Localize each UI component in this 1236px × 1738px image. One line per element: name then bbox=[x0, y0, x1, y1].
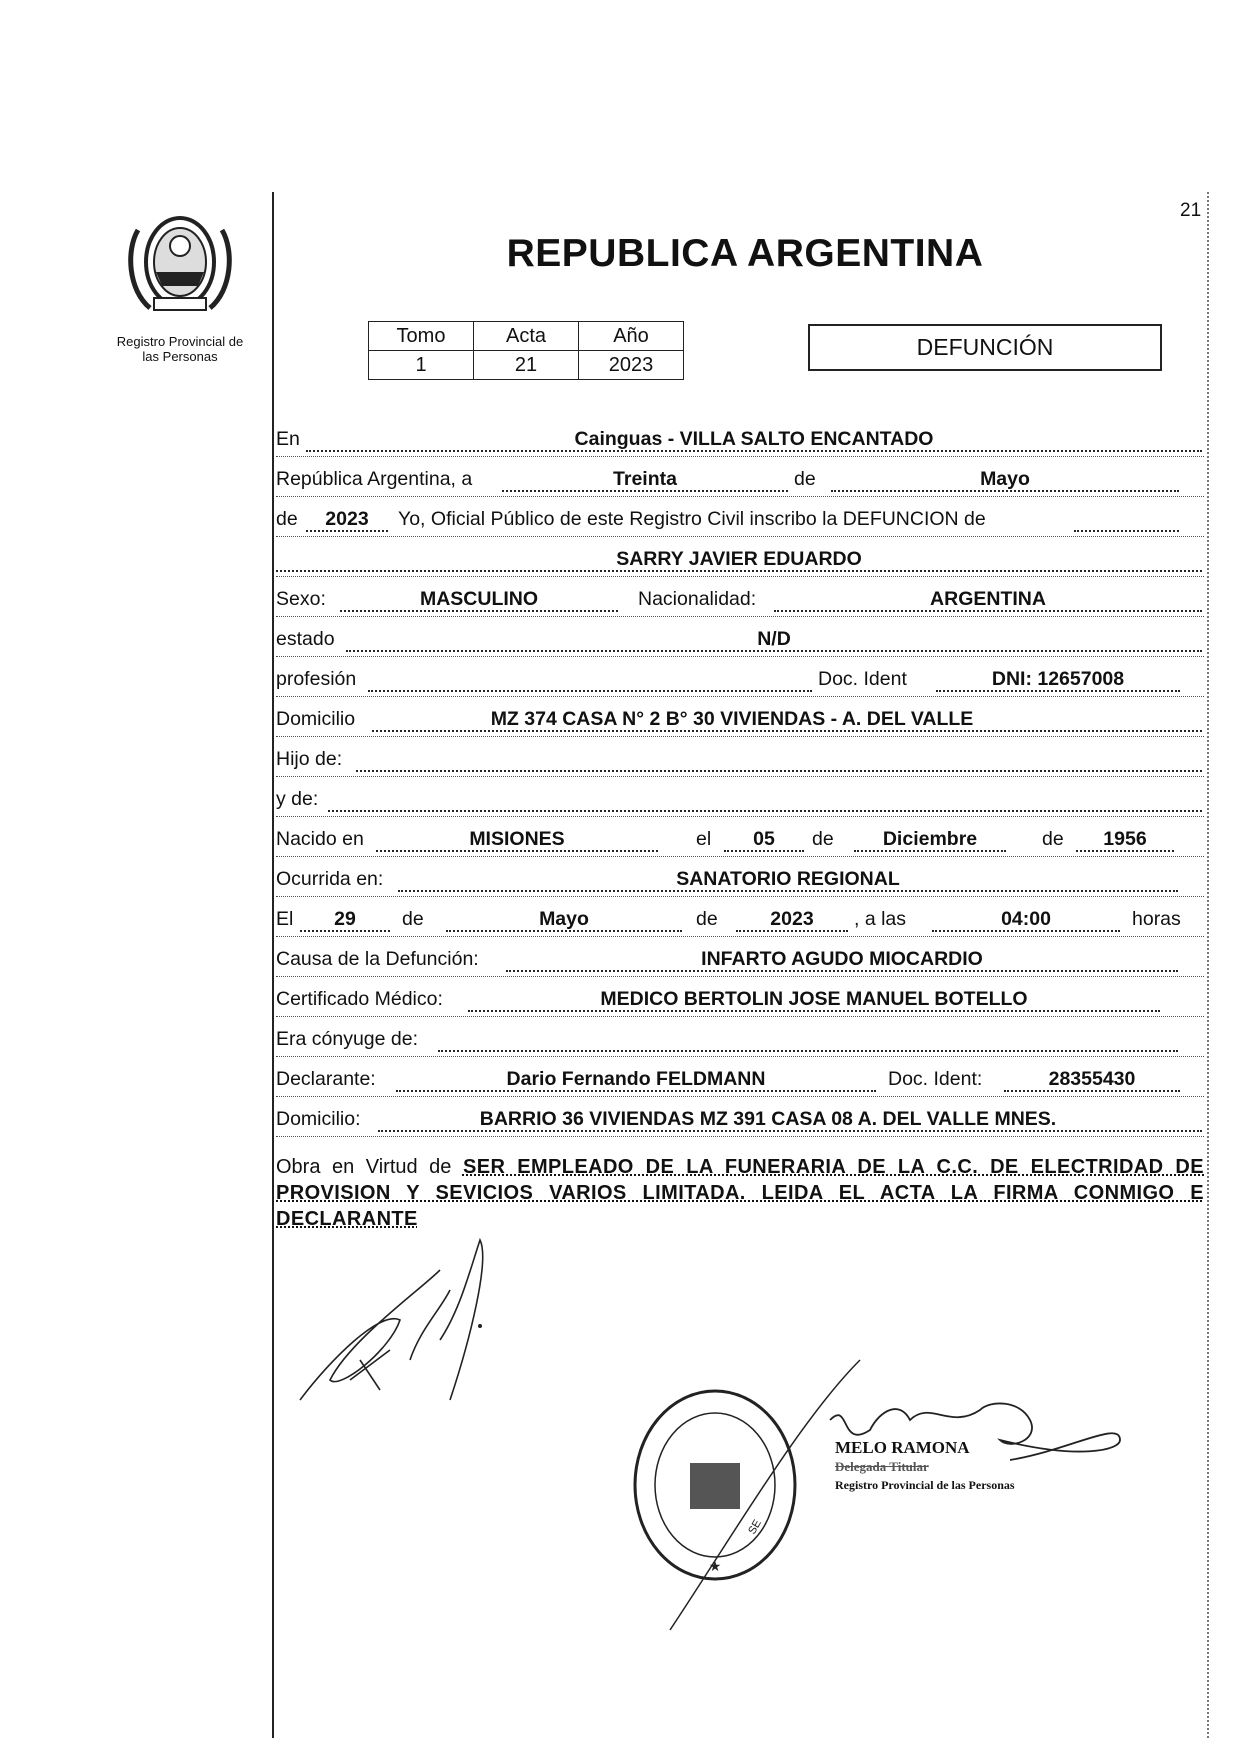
anio-header: Año bbox=[579, 322, 684, 351]
birth-day: 05 bbox=[753, 828, 775, 850]
birth-month: Diciembre bbox=[882, 828, 978, 850]
domicilio-2-label: Domicilio: bbox=[276, 1108, 361, 1130]
doc-ident-2-value: 28355430 bbox=[1048, 1068, 1136, 1090]
row-estado bbox=[276, 616, 1204, 657]
obra-paragraph bbox=[276, 1154, 1204, 1232]
svg-text:★: ★ bbox=[708, 1558, 722, 1574]
registry-table bbox=[368, 321, 684, 380]
death-time: 04:00 bbox=[1001, 908, 1051, 930]
conyuge-dots bbox=[438, 1016, 1178, 1052]
row-conyuge bbox=[276, 1016, 1204, 1057]
row-name bbox=[276, 536, 1204, 577]
de-label-6: de bbox=[696, 908, 718, 930]
year-value: 2023 bbox=[325, 508, 369, 530]
official-stamp-text bbox=[835, 1438, 1075, 1495]
month-value: Mayo bbox=[980, 468, 1030, 490]
record-type-box: DEFUNCIÓN bbox=[808, 324, 1162, 371]
sexo-value: MASCULINO bbox=[419, 588, 539, 610]
nacionalidad-value: ARGENTINA bbox=[930, 588, 1046, 610]
y-de-label: y de: bbox=[276, 788, 319, 810]
row-y-de bbox=[276, 776, 1204, 817]
declarante-label: Declarante: bbox=[276, 1068, 376, 1090]
tomo-header: Tomo bbox=[369, 322, 474, 351]
de-label-4: de bbox=[1042, 828, 1064, 850]
organization-name: Registro Provincial de las Personas bbox=[116, 334, 244, 364]
certificado-value: MEDICO BERTOLIN JOSE MANUEL BOTELLO bbox=[600, 988, 1028, 1010]
birth-year: 1956 bbox=[1103, 828, 1147, 850]
document-title: REPUBLICA ARGENTINA bbox=[506, 232, 984, 275]
acta-value: 21 bbox=[474, 351, 579, 380]
row-profesion bbox=[276, 656, 1204, 697]
row-republica bbox=[276, 456, 1204, 497]
row-certificado bbox=[276, 976, 1204, 1017]
row-causa bbox=[276, 936, 1204, 977]
conyuge-label: Era cónyuge de: bbox=[276, 1028, 419, 1050]
row-nacido bbox=[276, 816, 1204, 857]
certificado-label: Certificado Médico: bbox=[276, 988, 443, 1010]
profesion-label: profesión bbox=[276, 668, 357, 690]
day-words-value: Treinta bbox=[613, 468, 677, 490]
domicilio-2-value: BARRIO 36 VIVIENDAS MZ 391 CASA 08 A. DEL VALLE MNES. bbox=[479, 1108, 1057, 1130]
causa-label: Causa de la Defunción: bbox=[276, 948, 479, 970]
page-number: 21 bbox=[1180, 200, 1202, 221]
nacido-value: MISIONES bbox=[469, 828, 565, 850]
registry-value-row bbox=[369, 351, 684, 380]
de-label-1: de bbox=[794, 468, 816, 490]
de-label-2: de bbox=[276, 508, 298, 530]
estado-value: N/D bbox=[757, 628, 791, 650]
obra-value: SER EMPLEADO DE LA FUNERARIA DE LA C.C. DE ELECTRIDAD DE PROVISION Y SEVICIOS VARIOS LIMITADA. LEIDA EL ACTA LA FIRMA CONMIGO E DECLARANTE bbox=[276, 1156, 1204, 1230]
row-en bbox=[276, 416, 1204, 457]
row-domicilio bbox=[276, 696, 1204, 737]
deceased-name: SARRY JAVIER EDUARDO bbox=[616, 548, 862, 570]
obra-label: Obra en Virtud de bbox=[276, 1156, 452, 1178]
domicilio-value: MZ 374 CASA N° 2 B° 30 VIVIENDAS - A. DEL VALLE bbox=[490, 708, 974, 730]
right-margin-line bbox=[1207, 192, 1209, 1738]
official-name: MELO RAMONA bbox=[835, 1438, 970, 1457]
row-ocurrida bbox=[276, 856, 1204, 897]
hijo-dots bbox=[356, 736, 1202, 772]
ocurrida-value: SANATORIO REGIONAL bbox=[676, 868, 900, 890]
official-office: Registro Provincial de las Personas bbox=[835, 1478, 1015, 1492]
row-sexo bbox=[276, 576, 1204, 617]
row-hijo bbox=[276, 736, 1204, 777]
declarante-value: Dario Fernando FELDMANN bbox=[506, 1068, 766, 1090]
en-label: En bbox=[276, 428, 300, 450]
death-day: 29 bbox=[334, 908, 356, 930]
profesion-dots bbox=[368, 656, 812, 692]
margin-line bbox=[272, 192, 274, 1738]
ocurrida-label: Ocurrida en: bbox=[276, 868, 384, 890]
official-role: Delegada Titular bbox=[835, 1459, 929, 1474]
en-value: Cainguas - VILLA SALTO ENCANTADO bbox=[574, 428, 934, 450]
el-label-2: El bbox=[276, 908, 294, 930]
death-year: 2023 bbox=[770, 908, 814, 930]
yo-text: Yo, Oficial Público de este Registro Civil inscribo la DEFUNCION de bbox=[398, 508, 986, 530]
estado-label: estado bbox=[276, 628, 335, 650]
a-las-label: , a las bbox=[854, 908, 907, 930]
acta-header: Acta bbox=[474, 322, 579, 351]
el-label: el bbox=[696, 828, 712, 850]
y-de-dots bbox=[328, 776, 1202, 812]
declarant-signature bbox=[290, 1230, 580, 1410]
domicilio-label: Domicilio bbox=[276, 708, 356, 730]
row-domicilio-2 bbox=[276, 1096, 1204, 1137]
causa-value: INFARTO AGUDO MIOCARDIO bbox=[701, 948, 983, 970]
nacionalidad-label: Nacionalidad: bbox=[638, 588, 757, 610]
doc-ident-value: DNI: 12657008 bbox=[991, 668, 1125, 690]
horas-label: horas bbox=[1132, 908, 1181, 930]
row-declarante bbox=[276, 1056, 1204, 1097]
row-yo bbox=[276, 496, 1204, 537]
death-month: Mayo bbox=[539, 908, 589, 930]
svg-text:SE: SE bbox=[746, 1517, 764, 1537]
row-death-date bbox=[276, 896, 1204, 937]
doc-ident-label: Doc. Ident bbox=[818, 668, 907, 690]
republica-label: República Argentina, a bbox=[276, 468, 473, 490]
registry-header-row bbox=[369, 322, 684, 351]
doc-ident-2-label: Doc. Ident: bbox=[888, 1068, 983, 1090]
de-label-5: de bbox=[402, 908, 424, 930]
sexo-label: Sexo: bbox=[276, 588, 326, 610]
yo-dots bbox=[1074, 496, 1179, 532]
anio-value: 2023 bbox=[579, 351, 684, 380]
tomo-value: 1 bbox=[369, 351, 474, 380]
de-label-3: de bbox=[812, 828, 834, 850]
misiones-coat-of-arms-logo bbox=[120, 200, 240, 320]
hijo-label: Hijo de: bbox=[276, 748, 343, 770]
nacido-label: Nacido en bbox=[276, 828, 364, 850]
